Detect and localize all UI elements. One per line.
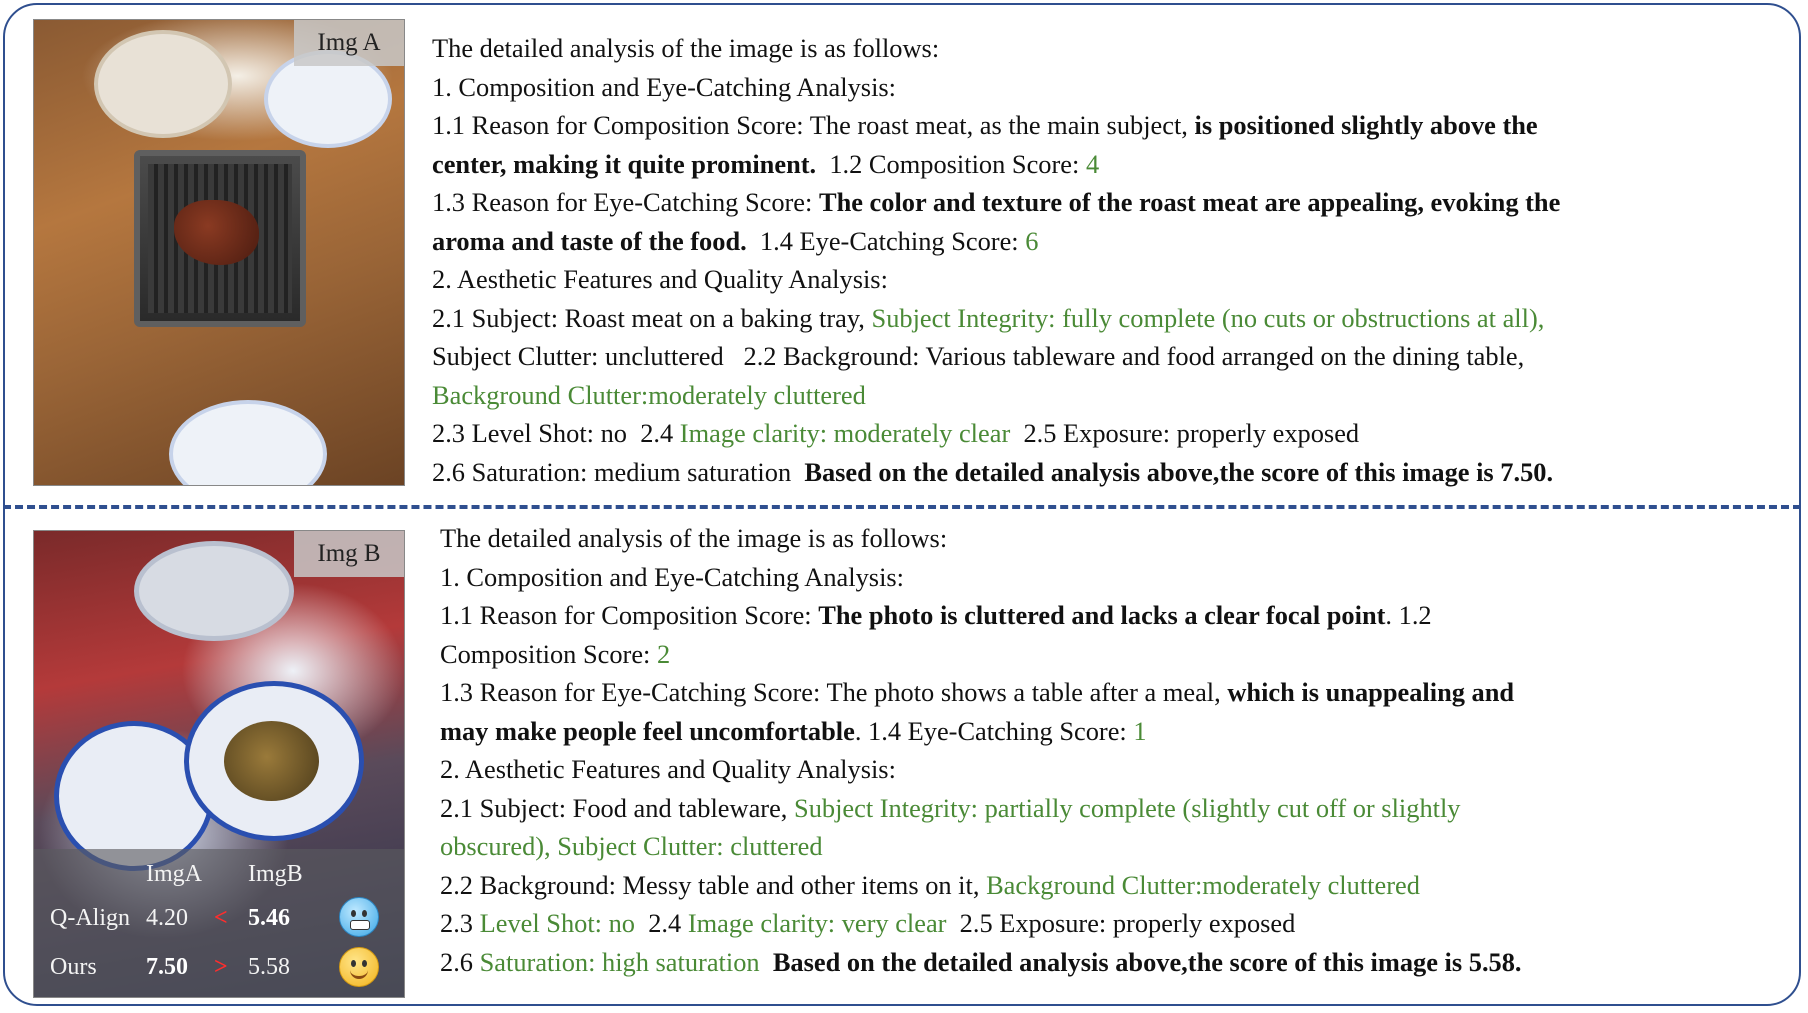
leftover-food: [224, 721, 319, 801]
qalign-score-b: 5.46: [248, 905, 290, 931]
ours-score-a: 7.50: [146, 954, 188, 980]
image-b-label: Img B: [294, 531, 404, 577]
composition-reason-line-1: 1.1 Reason for Composition Score: The roast meat, as the main subject, is positioned slightly above the: [432, 110, 1538, 140]
image-a-analysis: [432, 29, 1802, 491]
level-clarity-exposure-line: 2.3 Level Shot: no 2.4 Image clarity: very clear 2.5 Exposure: properly exposed: [440, 908, 1296, 938]
analysis-intro: The detailed analysis of the image is as follows:: [440, 523, 948, 553]
col-header-imga: ImgA: [146, 861, 202, 887]
worried-face-icon: [339, 897, 379, 937]
eye-catching-reason-line-1: 1.3 Reason for Eye-Catching Score: The color and texture of the roast meat are appealing, evoking the: [432, 187, 1561, 217]
clutter-background-line: Subject Clutter: uncluttered 2.2 Background: Various tableware and food arranged on the dining table,: [432, 341, 1525, 371]
saturation-final-line: 2.6 Saturation: medium saturation Based on the detailed analysis above,the score of this image is 7.50.: [432, 456, 1554, 487]
composition-score-line: Composition Score: 2: [440, 638, 671, 669]
image-b-messy-table-photo: [33, 530, 405, 998]
eye-catching-score: 1: [1133, 715, 1147, 746]
score-comparison-table: [34, 849, 404, 997]
background-clutter-line: Background Clutter:moderately cluttered: [432, 379, 866, 410]
image-b-analysis: [440, 519, 1802, 981]
section-1-title: 1. Composition and Eye-Catching Analysis:: [440, 561, 905, 592]
level-clarity-exposure-line: 2.3 Level Shot: no 2.4 Image clarity: moderately clear 2.5 Exposure: properly exposed: [432, 418, 1360, 448]
qalign-score-a: 4.20: [146, 905, 188, 931]
glass-bowl: [134, 541, 294, 641]
image-a-label: Img A: [294, 20, 404, 66]
coleslaw-plate: [169, 400, 327, 486]
method-qalign: Q-Align: [50, 905, 130, 931]
final-score-b: Based on the detailed analysis above,the score of this image is 5.58.: [772, 946, 1522, 977]
final-score-a: Based on the detailed analysis above,the score of this image is 7.50.: [804, 456, 1554, 487]
composition-score: 4: [1085, 148, 1100, 179]
analysis-intro: The detailed analysis of the image is as follows:: [432, 33, 940, 63]
subject-line-1: 2.1 Subject: Food and tableware, Subject Integrity: partially complete (slightly cut off or slightly: [440, 792, 1461, 823]
ours-score-b: 5.58: [248, 954, 290, 980]
col-header-imgb: ImgB: [248, 861, 303, 887]
section-1-title: 1. Composition and Eye-Catching Analysis:: [432, 71, 897, 102]
background-line: 2.2 Background: Messy table and other items on it, Background Clutter:moderately cluttered: [440, 869, 1420, 900]
eye-catching-reason-line-2: aroma and taste of the food. 1.4 Eye-Catching Score: 6: [432, 225, 1039, 256]
composition-reason-line-2: center, making it quite prominent. 1.2 Composition Score: 4: [432, 148, 1100, 179]
dashed-divider: [3, 505, 1801, 509]
saturation-final-line: 2.6 Saturation: high saturation Based on the detailed analysis above,the score of this image is 5.58.: [440, 946, 1522, 977]
eye-catching-score: 6: [1025, 225, 1039, 256]
eye-catching-reason-line-2: may make people feel uncomfortable. 1.4 Eye-Catching Score: 1: [440, 715, 1147, 746]
subject-line-2: obscured), Subject Clutter: cluttered: [440, 831, 823, 861]
composition-reason-line-1: 1.1 Reason for Composition Score: The photo is cluttered and lacks a clear focal point. 1.2: [440, 600, 1432, 630]
eye-catching-reason-line-1: 1.3 Reason for Eye-Catching Score: The photo shows a table after a meal, which is unappealing and: [440, 677, 1515, 707]
method-ours: Ours: [50, 954, 97, 980]
section-2-title: 2. Aesthetic Features and Quality Analysis:: [432, 264, 888, 294]
qalign-comparison: <: [214, 905, 228, 931]
teapot-plate: [94, 30, 232, 138]
image-a-roast-meat-photo: [33, 19, 405, 486]
section-2-title: 2. Aesthetic Features and Quality Analysis:: [440, 754, 896, 784]
subject-line: 2.1 Subject: Roast meat on a baking tray, Subject Integrity: fully complete (no cuts or obstructions at all),: [432, 302, 1545, 333]
ours-comparison: >: [214, 954, 228, 980]
composition-score: 2: [657, 638, 671, 669]
smiling-face-icon: [339, 947, 379, 987]
